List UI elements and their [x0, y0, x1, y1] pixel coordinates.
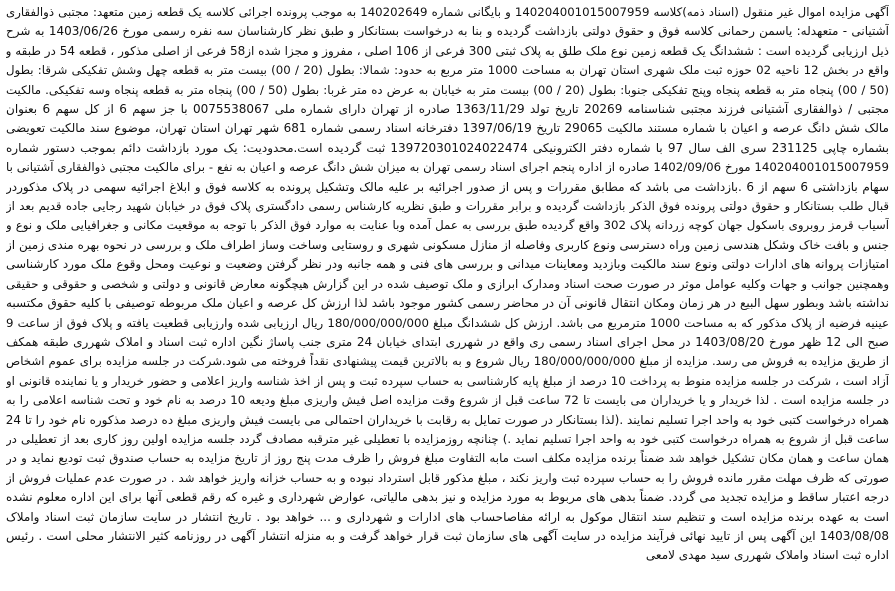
- notice-line: عینیه فرضیه از پلاک مذکور که به مساحت 1000 مترمربع می باشد. ارزش کل ششدانگ مبلغ 180/000/000/000 ریال ارزیابی شده وارزیابی قطعیت یافته و پلاک فوق از ساعت 9: [6, 315, 889, 330]
- notice-line: وهمچنین جوانب و جهات وکلیه عوامل موثر در صورت صحت اسناد ومدارک ابرازی و ملک توصیف شده در این گزارش هیچگونه معارض قانونی و دولتی و شخصی و حقوقی و حقیقی: [6, 276, 889, 291]
- notice-line: درجه اعتبار ساقط و مزایده تجدید می گردد. ضمناً بدهی های مربوط به مورد مزایده و نیز بدهی مالیاتی، عوارض شهرداری و غیره که رقم قطعی آنها برای این اداره معلوم نشده: [6, 490, 889, 505]
- notice-line: مالک شش دانگ عرصه و اعیان با شماره مستند مالکیت 29065 تاریخ 1397/06/19 دفترخانه اسناد رسمی شماره 681 شهر تهران استان تهران، موضوع سند مالکیت تعویضی: [6, 121, 889, 136]
- notice-line: آگهی مزایده اموال غیر منقول (اسناد ذمه)کلاسه 140204001015007959 و بایگانی شماره 140202649 به موجب پرونده اجرائی کلاسه یک قطعه زمین متعهد: مجتبی ذوالفقاری: [6, 5, 889, 19]
- notice-line: همان ساعت و همان مکان تشکیل خواهد شد ضمناً برنده مزایده مکلف است مابه التفاوت مبلغ فروش را ظرف مدت پنج روز از تاریخ مزایده به حساب صندوق ثبت تودیع نماید و در: [6, 451, 889, 466]
- notice-line: مجتبی / ذوالفقاری آشتیانی فرزند مجتبی شناسنامه 20269 تاریخ تولد 1363/11/29 صادره از تهران دارای شماره ملی 0075538067 با جز سهم 6 از کل سهم 6 بعنوان: [6, 102, 889, 117]
- notice-line: آسیاب قرمز روبروی باسکول جهان کوچه زردانه پلاک 302 واقع گردیده طبق بررسی به عمل آمده وبا عنایت به موارد فوق الذکر با توجه به موقعیت مکانی و جغرافیایی ملک و نوع و: [6, 218, 889, 233]
- notice-line-signature: اداره ثبت اسناد واملاک شهرری سید مهدی لامعی: [645, 548, 889, 563]
- notice-line: 140204001015007959 مورخ 1402/09/06 صادره از اداره پنجم اجرای اسناد رسمی تهران به میزان شش دانگ عرصه و اعیان به نفع - برای مالکیت مجتبی ذوالفقاری آشتیانی با: [6, 160, 889, 175]
- notice-line: امتیازات پروانه های ادارات دولتی ونوع سند مالکیت وبازدید ومعاینات میدانی و بررسی های فنی و همه جانبه ودر نظر گرفتن وضعیت و نوعیت ومحل وقوع ملک مورد کارشناسی: [6, 257, 889, 272]
- notice-line: قبال طلب بستانکار و حقوق دولتی پرونده فوق الذکر بازداشت گردیده و برابر مقررات و طبق نظریه کارشناس رسمی دادگستری پلاک فوق در خیابان شهید رجایی جاده قدیم بعد از: [6, 199, 889, 214]
- notice-line: 1403/08/08 این آگهی پس از تایید نهائی فرآیند مزایده در سایت آگهی های سازمان ثبت قرار خواهد گرفت و به منزله انتشار آگهی در روزنامه کثیر الانتشار محلی است . رئیس: [6, 528, 889, 543]
- notice-line: ساعت قبل از شروع به همراه درخواست کتبی خود به واحد اجرا تسلیم نماید .) چنانچه روزمزایده با تعطیلی غیر مترقبه مصادف گردد جلسه مزایده اولین روز کاری بعد از تعطیلی در: [6, 431, 889, 446]
- notice-line: صبح الی 12 ظهر مورخ 1403/08/20 در محل اجرای اسناد رسمی ری واقع در شهرری ابتدای خیابان 24 متری جنب پاساژ نگین اداره ثبت اسناد و املاک شهرری طبقه همکف: [6, 334, 889, 349]
- notice-line: (50 / 00) پنجاه متر به قطعه پنجاه وپنج تفکیکی جنوبا: بطول (20 / 00) بیست متر به خیابان به عرض ده متر غربا: بطول (50 / 00) پنجاه متر به قطعه پنجاه وسه تفکیکی. مالکیت: [6, 82, 889, 97]
- notice-line: بشماره چاپی 231125 سری الف سال 97 با شماره دفتر الکترونیکی 139720301024022474 ثبت گردیده است.محدودیت: یک مورد بازداشت دائم بموجب دستور شماره: [6, 140, 889, 155]
- notice-line: جنس و بافت خاک وشکل هندسی زمین وراه دسترسی ونوع کاربری وفاصله از منازل مسکونی شهری و روستایی وساخت وساز اطراف ملک و بررسی در نحوه بهره مندی زمین از: [6, 237, 889, 252]
- notice-line: در جلسه مزایده است . لذا خریدار و یا خریداران می بایست تا 72 ساعت قبل از شروع وقت مزایده اصل فیش واریزی مبلغ ودیعه 10 درصد به نام خود و تحت شناسه اعلامی را به: [6, 393, 889, 408]
- notice-line: سهام بازداشتی 6 سهم از 6 .بازداشت می باشد که مطابق مقررات و پس از صدور اجرائیه بر علیه مالک وتشکیل پرونده به کلاسه فوق و ابلاغ اجرائیه سهمی در پلاک مذکوردر: [6, 179, 889, 194]
- notice-line: آزاد است ، شرکت در جلسه مزایده منوط به پرداخت 10 درصد از مبلغ پایه کارشناسی به حساب سپرده ثبت و پس از اخذ شناسه واریز اعلامی و حضور خریدار و یا نماینده قانونی او: [6, 373, 889, 388]
- notice-line: از طریق مزایده به فروش می رسد. مزایده از مبلغ 180/000/000/000 ریال شروع و به بالاترین قیمت پیشنهادی نقداً فروخته می شود.شرکت در جلسه مزایده برای عموم اشخاص: [6, 354, 889, 369]
- notice-line: است به عهده برنده مزایده است و تنظیم سند انتقال موکول به ارائه مفاصاحساب های ادارات و شهرداری و ... خواهد بود . تاریخ انتشار در سایت سازمان ثبت اسناد واملاک: [6, 509, 889, 524]
- notice-line: آشتیانی - متعهدله: یاسمن رحمانی کلاسه فوق و حقوق دولتی بازداشت گردیده و بنا به درخواست بستانکار و طبق نظر کارشناسان سه نفره رسمی مورخ 1403/06/26 به شرح: [6, 24, 889, 39]
- notice-line: ذیل ارزیابی گردیده است : ششدانگ یک قطعه زمین نوع ملک طلق به پلاک ثبتی 300 فرعی از 106 اصلی ، مفروز و مجزا شده از58 فرعی از اصلی مذکور ، قطعه 54 در طبقه و: [6, 43, 889, 58]
- notice-line: نداشته باشد وبطور سهل البیع در هر زمان ومکان انتقال قانونی آن در محاضر رسمی کشور موجود باشد لذا ارزش کل عرصه و اعیان ملک مربوطه توصیفی با کلیه حقوق مکتسبه: [6, 296, 889, 311]
- notice-line: صورتی که ظرف مهلت مقرر مانده فروش را به حساب سپرده ثبت واریز نکند ، مبلغ مذکور قابل استرداد نبوده و به حساب خزانه واریز خواهد شد . در صورت عدم عملیات فروش از: [6, 470, 889, 485]
- notice-line: واقع در بخش 12 ناحیه 02 حوزه ثبت ملک شهری استان تهران به مساحت 1000 متر مربع به حدود: شمالا: بطول (20 / 00) بیست متر به قطعه چهل وشش تفکیکی شرقا: بطول: [6, 63, 889, 78]
- notice-line: همراه درخواست کتبی خود به واحد اجرا تسلیم نمایند .(لذا بستانکار در صورت تمایل به رقابت با خریداران احتمالی می بایست فیش واریزی مبلغ ده درصد مذکوره نام خود را تا 24: [6, 412, 889, 427]
